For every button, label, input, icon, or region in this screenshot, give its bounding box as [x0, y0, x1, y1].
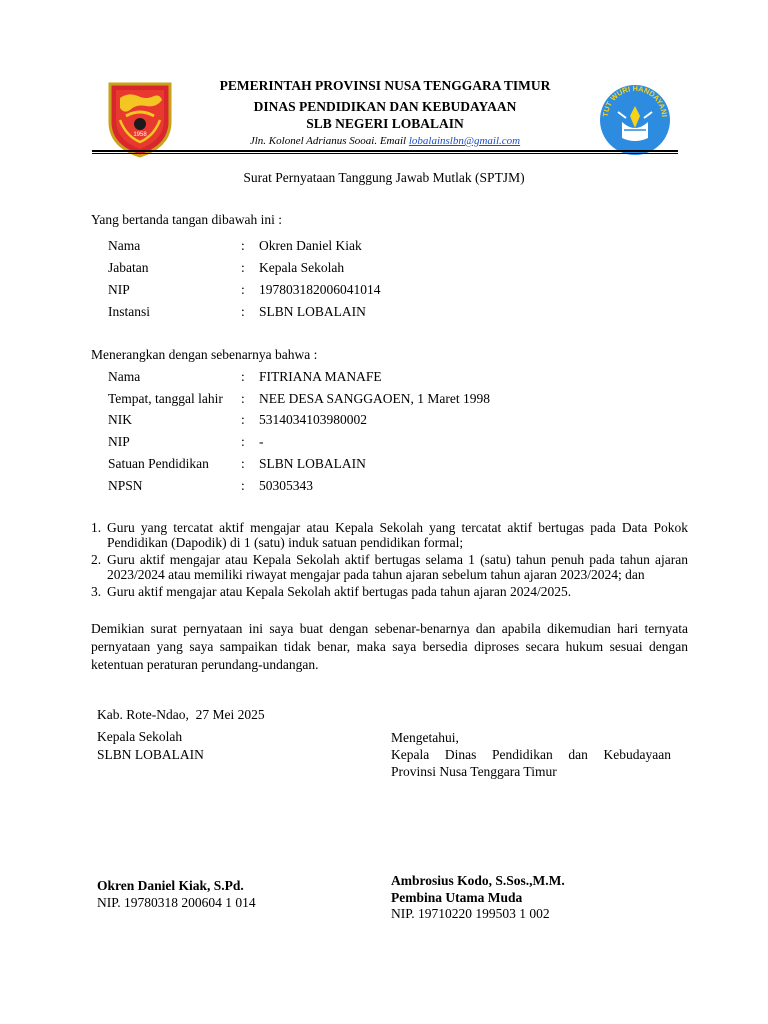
signer-value: Kepala Sekolah: [259, 260, 345, 275]
ntt-province-crest-icon: [106, 78, 174, 158]
colon: :: [241, 260, 245, 275]
colon: :: [241, 304, 245, 319]
list-number: 1.: [91, 520, 102, 535]
subject-value: FITRIANA MANAFE: [259, 369, 382, 384]
svg-text:1958: 1958: [133, 132, 147, 138]
colon: :: [241, 282, 245, 297]
signer-label: Nama: [108, 238, 141, 253]
signer-label: NIP: [108, 282, 130, 297]
subject-label: NIP: [108, 434, 130, 449]
list-text: Guru yang tercatat aktif mengajar atau Kepala Sekolah yang tercatat aktif bertugas pada Data Pokok Pendidikan (Dapodik) di 1 (satu) induk satuan pendidikan formal;: [107, 520, 688, 550]
list-number: 3.: [91, 584, 102, 599]
colon: :: [241, 238, 245, 253]
letterhead-rule-thin: [92, 153, 678, 154]
list-item: [91, 552, 688, 582]
colon: :: [241, 456, 245, 471]
colon: :: [241, 391, 245, 406]
list-item: [91, 584, 688, 599]
subject-value: -: [259, 434, 264, 449]
right-sign-nip: NIP. 19710220 199503 1 002: [391, 906, 550, 921]
subject-label: Satuan Pendidikan: [108, 456, 209, 471]
subject-intro: Menerangkan dengan sebenarnya bahwa :: [91, 347, 318, 362]
signer-value: Okren Daniel Kiak: [259, 238, 362, 253]
subject-value: 5314034103980002: [259, 412, 367, 427]
list-item: [91, 520, 688, 550]
svg-text:TUT WURI HANDAYANI: TUT WURI HANDAYANI: [600, 83, 669, 118]
place-date: Kab. Rote-Ndao, 27 Mei 2025: [97, 707, 265, 722]
signer-label: Instansi: [108, 304, 150, 319]
right-sign-known: Mengetahui,: [391, 730, 459, 745]
letterhead-line-1: PEMERINTAH PROVINSI NUSA TENGGARA TIMUR: [219, 78, 551, 93]
subject-value: NEE DESA SANGGAOEN, 1 Maret 1998: [259, 391, 490, 406]
colon: :: [241, 412, 245, 427]
list-number: 2.: [91, 552, 102, 567]
list-text: Guru aktif mengajar atau Kepala Sekolah aktif bertugas pada tahun ajaran 2024/2025.: [107, 584, 572, 599]
colon: :: [241, 369, 245, 384]
left-sign-nip: NIP. 19780318 200604 1 014: [97, 895, 256, 910]
colon: :: [241, 434, 245, 449]
left-sign-title-1: Kepala Sekolah: [97, 729, 183, 744]
signer-label: Jabatan: [108, 260, 149, 275]
letterhead-address: [180, 135, 590, 147]
signer-value: SLBN LOBALAIN: [259, 304, 366, 319]
right-sign-rank: Pembina Utama Muda: [391, 890, 523, 905]
right-sign-name: Ambrosius Kodo, S.Sos.,M.M.: [391, 873, 565, 888]
subject-label: Tempat, tanggal lahir: [108, 391, 223, 406]
right-sign-title-1: Kepala Dinas Pendidikan dan Kebudayaan: [391, 747, 671, 762]
email-link[interactable]: lobalainslbn@gmail.com: [408, 135, 521, 147]
subject-value: 50305343: [259, 478, 313, 493]
list-text: Guru aktif mengajar atau Kepala Sekolah aktif bertugas selama 1 (satu) tahun penuh pada tahun ajaran 2023/2024 atau memiliki riwayat mengajar pada tahun ajaran sebelum tahun ajaran 2023/2024; dan: [107, 552, 688, 582]
left-sign-name: Okren Daniel Kiak, S.Pd.: [97, 878, 244, 893]
left-sign-title-2: SLBN LOBALAIN: [97, 747, 204, 762]
subject-label: NIK: [108, 412, 132, 427]
subject-label: NPSN: [108, 478, 143, 493]
tut-wuri-handayani-icon: [594, 82, 676, 158]
letterhead-line-3: SLB NEGERI LOBALAIN: [306, 116, 464, 131]
closing-paragraph: Demikian surat pernyataan ini saya buat dengan sebenar-benarnya dan apabila dikemudian hari ternyata pernyataan yang saya sampaikan tidak benar, maka saya bersedia diproses secara hukum sesuai dengan ketentuan peraturan perundang-undangan.: [91, 621, 688, 672]
subject-value: SLBN LOBALAIN: [259, 456, 366, 471]
signer-value: 197803182006041014: [259, 282, 381, 297]
document-title: Surat Pernyataan Tanggung Jawab Mutlak (SPTJM): [243, 170, 525, 185]
right-sign-title-2: Provinsi Nusa Tenggara Timur: [391, 764, 557, 779]
subject-label: Nama: [108, 369, 141, 384]
signer-intro: Yang bertanda tangan dibawah ini :: [91, 212, 282, 227]
letterhead-line-2: DINAS PENDIDIKAN DAN KEBUDAYAAN: [253, 99, 517, 114]
colon: :: [241, 478, 245, 493]
address-text: Jln. Kolonel Adrianus Sooai. Email: [249, 135, 409, 147]
statement-list: [91, 520, 688, 601]
letterhead-rule-thick: [92, 150, 678, 152]
